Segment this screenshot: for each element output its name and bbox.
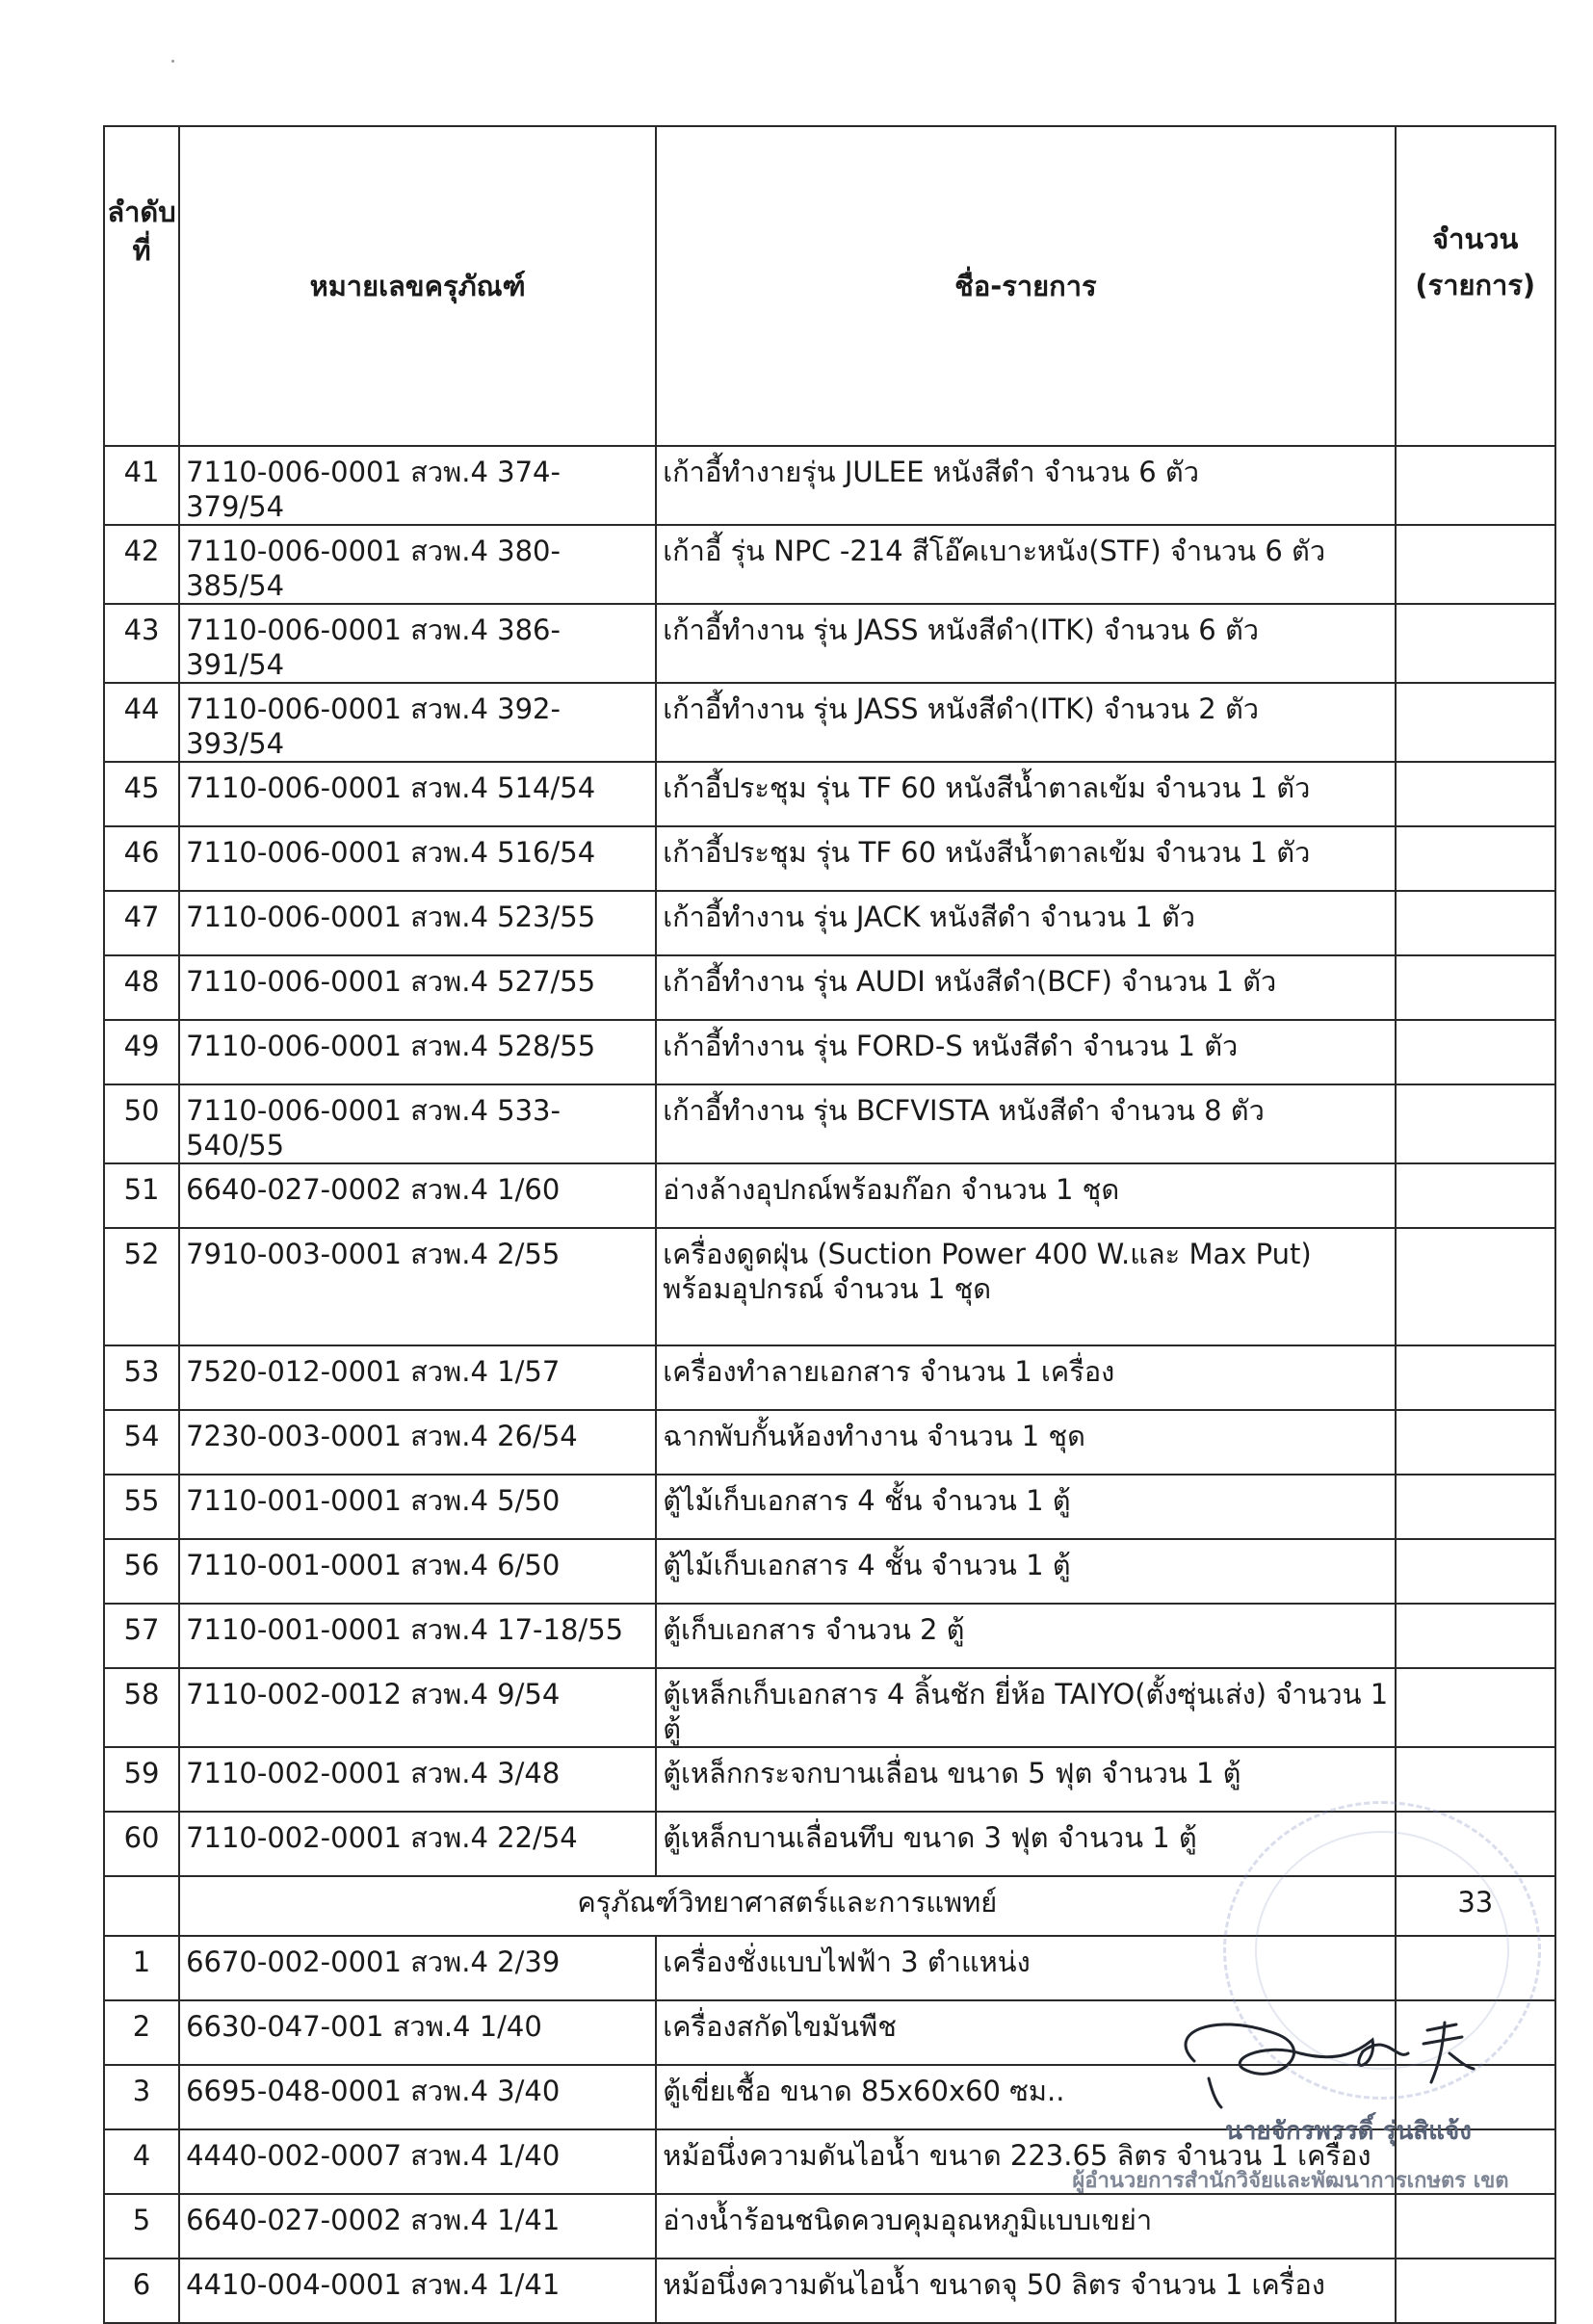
header-seq: ลำดับ ที่ [104, 126, 179, 446]
code-cell: 6630-047-001 สวพ.4 1/40 [179, 2000, 656, 2065]
table-row [104, 525, 1555, 604]
seq-cell: 59 [104, 1747, 179, 1812]
code-cell: 7110-006-0001 สวพ.4 392-393/54 [179, 683, 656, 762]
section-empty-cell [104, 1876, 179, 1936]
seq-cell: 53 [104, 1345, 179, 1410]
table-row [104, 683, 1555, 762]
header-code: หมายเลขครุภัณฑ์ [179, 126, 656, 446]
seq-cell: 43 [104, 604, 179, 683]
seq-cell: 60 [104, 1812, 179, 1876]
name-cell: เก้าอี้ รุ่น NPC -214 สีโอ๊คเบาะหนัง(STF) จำนวน 6 ตัว [656, 525, 1395, 604]
qty-cell [1396, 1668, 1555, 1747]
seq-cell: 55 [104, 1475, 179, 1539]
table-row [104, 1668, 1555, 1747]
table-row [104, 604, 1555, 683]
name-cell: ตู้เก็บเอกสาร จำนวน 2 ตู้ [656, 1604, 1395, 1668]
seq-cell: 6 [104, 2259, 179, 2323]
qty-cell [1396, 1539, 1555, 1604]
seq-cell: 56 [104, 1539, 179, 1604]
qty-cell [1396, 446, 1555, 525]
code-cell: 6640-027-0002 สวพ.4 1/60 [179, 1163, 656, 1228]
name-cell: ตู้ไม้เก็บเอกสาร 4 ชั้น จำนวน 1 ตู้ [656, 1539, 1395, 1604]
name-cell: เก้าอี้ประชุม รุ่น TF 60 หนังสีน้ำตาลเข้ม จำนวน 1 ตัว [656, 762, 1395, 826]
name-cell: เครื่องดูดฝุ่น (Suction Power 400 W.และ Max Put) พร้อมอุปกรณ์ จำนวน 1 ชุด [656, 1228, 1395, 1345]
table-row [104, 1410, 1555, 1475]
scan-speck [171, 60, 174, 63]
seq-cell: 49 [104, 1020, 179, 1084]
name-cell: เครื่องชั่งแบบไฟฟ้า 3 ตำแหน่ง [656, 1936, 1395, 2000]
table-row [104, 1228, 1555, 1345]
seq-cell: 51 [104, 1163, 179, 1228]
seq-cell: 3 [104, 2065, 179, 2129]
code-cell: 7110-006-0001 สวพ.4 380-385/54 [179, 525, 656, 604]
code-cell: 7110-006-0001 สวพ.4 514/54 [179, 762, 656, 826]
qty-cell [1396, 1228, 1555, 1345]
table-row [104, 762, 1555, 826]
table-row [104, 1539, 1555, 1604]
table-row [104, 1604, 1555, 1668]
code-cell: 7110-001-0001 สวพ.4 6/50 [179, 1539, 656, 1604]
header-qty: จำนวน (รายการ) [1396, 126, 1555, 446]
seq-cell: 50 [104, 1084, 179, 1163]
table-row [104, 1345, 1555, 1410]
code-cell: 6695-048-0001 สวพ.4 3/40 [179, 2065, 656, 2129]
name-cell: เก้าอี้ทำงายรุ่น JULEE หนังสีดำ จำนวน 6 ตัว [656, 446, 1395, 525]
seq-cell: 2 [104, 2000, 179, 2065]
name-cell: หม้อนึ่งความดันไอน้ำ ขนาดจุ 50 ลิตร จำนวน 1 เครื่อง [656, 2259, 1395, 2323]
code-cell: 6670-002-0001 สวพ.4 2/39 [179, 1936, 656, 2000]
qty-cell [1396, 891, 1555, 955]
seq-cell: 4 [104, 2129, 179, 2194]
name-cell: อ่างน้ำร้อนชนิดควบคุมอุณหภูมิแบบเขย่า [656, 2194, 1395, 2259]
qty-cell [1396, 826, 1555, 891]
code-cell: 7110-006-0001 สวพ.4 523/55 [179, 891, 656, 955]
name-cell: ตู้เขี่ยเชื้อ ขนาด 85x60x60 ซม.. [656, 2065, 1395, 2129]
code-cell: 7110-002-0001 สวพ.4 3/48 [179, 1747, 656, 1812]
header-name: ชื่อ-รายการ [656, 126, 1395, 446]
seq-cell: 1 [104, 1936, 179, 2000]
seq-cell: 54 [104, 1410, 179, 1475]
qty-cell [1396, 2259, 1555, 2323]
qty-cell [1396, 762, 1555, 826]
table-row [104, 1163, 1555, 1228]
qty-cell [1396, 1084, 1555, 1163]
code-cell: 7110-002-0001 สวพ.4 22/54 [179, 1812, 656, 1876]
section-title: ครุภัณฑ์วิทยาศาสตร์และการแพทย์ [179, 1876, 1396, 1936]
handwritten-signature [1156, 1994, 1502, 2119]
name-cell: เครื่องสกัดไขมันพืช [656, 2000, 1395, 2065]
code-cell: 7230-003-0001 สวพ.4 26/54 [179, 1410, 656, 1475]
name-cell: ตู้เหล็กเก็บเอกสาร 4 ลิ้นชัก ยี่ห้อ TAIYO(ตั้งซุ่นเส่ง) จำนวน 1 ตู้ [656, 1668, 1395, 1747]
name-cell: ตู้เหล็กกระจกบานเลื่อน ขนาด 5 ฟุต จำนวน 1 ตู้ [656, 1747, 1395, 1812]
code-cell: 7110-006-0001 สวพ.4 527/55 [179, 955, 656, 1020]
qty-cell [1396, 1410, 1555, 1475]
name-cell: เก้าอี้ประชุม รุ่น TF 60 หนังสีน้ำตาลเข้ม จำนวน 1 ตัว [656, 826, 1395, 891]
qty-cell [1396, 604, 1555, 683]
code-cell: 6640-027-0002 สวพ.4 1/41 [179, 2194, 656, 2259]
seq-cell: 46 [104, 826, 179, 891]
name-cell: เก้าอี้ทำงาน รุ่น JASS หนังสีดำ(ITK) จำนวน 6 ตัว [656, 604, 1395, 683]
qty-cell [1396, 1475, 1555, 1539]
seq-cell: 48 [104, 955, 179, 1020]
name-cell: ตู้ไม้เก็บเอกสาร 4 ชั้น จำนวน 1 ตู้ [656, 1475, 1395, 1539]
code-cell: 7110-006-0001 สวพ.4 386-391/54 [179, 604, 656, 683]
qty-cell [1396, 1163, 1555, 1228]
name-cell: เก้าอี้ทำงาน รุ่น JASS หนังสีดำ(ITK) จำนวน 2 ตัว [656, 683, 1395, 762]
seq-cell: 52 [104, 1228, 179, 1345]
code-cell: 7110-006-0001 สวพ.4 533-540/55 [179, 1084, 656, 1163]
code-cell: 7520-012-0001 สวพ.4 1/57 [179, 1345, 656, 1410]
seq-cell: 58 [104, 1668, 179, 1747]
name-cell: เก้าอี้ทำงาน รุ่น JACK หนังสีดำ จำนวน 1 ตัว [656, 891, 1395, 955]
code-cell: 7110-002-0012 สวพ.4 9/54 [179, 1668, 656, 1747]
table-header-row [104, 126, 1555, 446]
seq-cell: 5 [104, 2194, 179, 2259]
qty-cell [1396, 1604, 1555, 1668]
name-cell: เก้าอี้ทำงาน รุ่น FORD-S หนังสีดำ จำนวน 1 ตัว [656, 1020, 1395, 1084]
qty-cell [1396, 955, 1555, 1020]
qty-cell [1396, 1345, 1555, 1410]
signer-title: ผู้อำนวยการสำนักวิจัยและพัฒนาการเกษตร เขต [1072, 2169, 1509, 2193]
table-row [104, 1084, 1555, 1163]
code-cell: 4410-004-0001 สวพ.4 1/41 [179, 2259, 656, 2323]
seq-cell: 42 [104, 525, 179, 604]
code-cell: 7110-001-0001 สวพ.4 5/50 [179, 1475, 656, 1539]
table-row [104, 955, 1555, 1020]
name-cell: เก้าอี้ทำงาน รุ่น BCFVISTA หนังสีดำ จำนวน 8 ตัว [656, 1084, 1395, 1163]
code-cell: 7910-003-0001 สวพ.4 2/55 [179, 1228, 656, 1345]
name-cell: ตู้เหล็กบานเลื่อนทึบ ขนาด 3 ฟุต จำนวน 1 ตู้ [656, 1812, 1395, 1876]
code-cell: 7110-001-0001 สวพ.4 17-18/55 [179, 1604, 656, 1668]
name-cell: เครื่องทำลายเอกสาร จำนวน 1 เครื่อง [656, 1345, 1395, 1410]
seq-cell: 44 [104, 683, 179, 762]
table-row [104, 2259, 1555, 2323]
qty-cell [1396, 525, 1555, 604]
code-cell: 4440-002-0007 สวพ.4 1/40 [179, 2129, 656, 2194]
seq-cell: 57 [104, 1604, 179, 1668]
seq-cell: 47 [104, 891, 179, 955]
table-row [104, 826, 1555, 891]
table-row [104, 1020, 1555, 1084]
section-qty: 33 [1396, 1876, 1555, 1936]
name-cell: อ่างล้างอุปกณ์พร้อมก๊อก จำนวน 1 ชุด [656, 1163, 1395, 1228]
signature-block [1072, 1994, 1522, 2225]
name-cell: ฉากพับกั้นห้องทำงาน จำนวน 1 ชุด [656, 1410, 1395, 1475]
qty-cell [1396, 1020, 1555, 1084]
code-cell: 7110-006-0001 สวพ.4 374-379/54 [179, 446, 656, 525]
qty-cell [1396, 683, 1555, 762]
seq-cell: 45 [104, 762, 179, 826]
name-cell: เก้าอี้ทำงาน รุ่น AUDI หนังสีดำ(BCF) จำนวน 1 ตัว [656, 955, 1395, 1020]
table-row [104, 891, 1555, 955]
table-row [104, 1747, 1555, 1812]
code-cell: 7110-006-0001 สวพ.4 516/54 [179, 826, 656, 891]
signer-name: นายจักรพรรดิ์ รุ่นสิแจ้ง [1225, 2117, 1472, 2146]
qty-cell [1396, 1747, 1555, 1812]
table-row [104, 446, 1555, 525]
seq-cell: 41 [104, 446, 179, 525]
code-cell: 7110-006-0001 สวพ.4 528/55 [179, 1020, 656, 1084]
table-row [104, 1475, 1555, 1539]
name-cell: หม้อนึ่งความดันไอน้ำ ขนาด 223.65 ลิตร จำนวน 1 เครื่อง [656, 2129, 1395, 2194]
